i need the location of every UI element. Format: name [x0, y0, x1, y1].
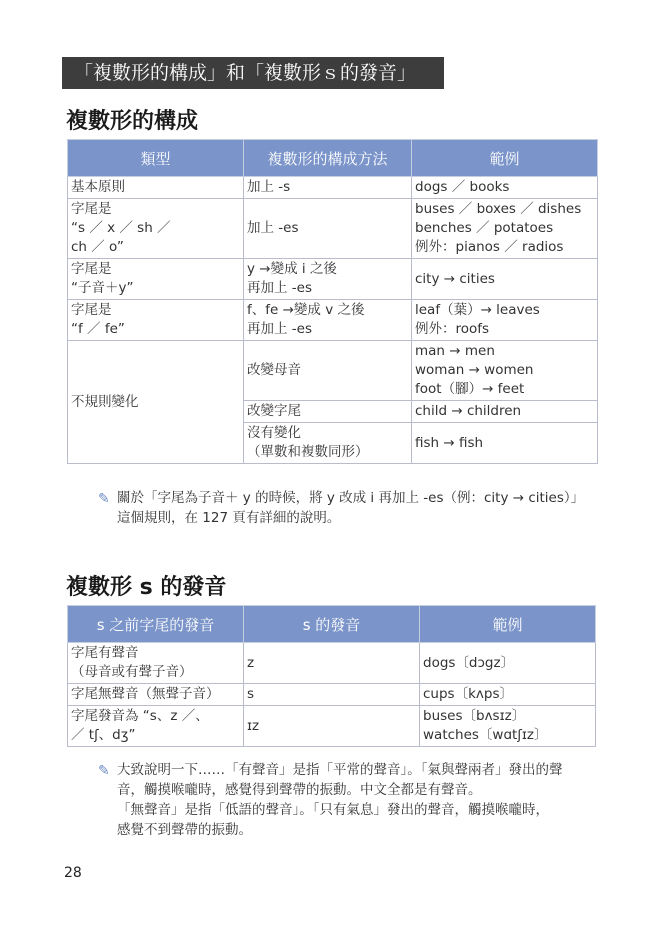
- column-header-method: 複數形的構成方法: [244, 140, 412, 177]
- example-cell: dogs〔dɔgz〕: [420, 643, 596, 684]
- type-cell: 字尾是 “f ／ fe”: [68, 300, 244, 341]
- example-cell: city → cities: [412, 259, 598, 300]
- example-cell: dogs ／ books: [412, 177, 598, 199]
- chapter-banner: 「複數形的構成」和「複數形ｓ的發音」: [62, 57, 444, 89]
- note-text: 關於「字尾為子音＋ y 的時候，將 y 改成 i 再加上 -es（例：city → cities）」 這個規則，在 127 頁有詳細的說明。: [117, 490, 585, 526]
- sound-cell: 字尾有聲音 （母音或有聲子音）: [68, 643, 244, 684]
- s-pronunciation-table: [67, 605, 596, 747]
- example-cell: leaf（葉）→ leaves 例外：roofs: [412, 300, 598, 341]
- type-cell: 字尾是 “s ／ x ／ sh ／ ch ／ o”: [68, 199, 244, 259]
- section-heading-s-pronunciation: 複數形 s 的發音: [66, 575, 227, 600]
- table-header-row: [68, 606, 596, 643]
- pencil-icon: ✎: [98, 763, 110, 779]
- table-row: [68, 300, 598, 341]
- table-row: [68, 706, 596, 747]
- example-cell: buses ／ boxes ／ dishes benches ／ potatoes 例外：pianos ／ radios: [412, 199, 598, 259]
- page-number: 28: [64, 865, 82, 881]
- method-cell: 加上 -es: [244, 199, 412, 259]
- table-row: [68, 199, 598, 259]
- pencil-icon: ✎: [98, 491, 110, 507]
- sound-cell: 字尾發音為 “s、z ／、 ／ tʃ、dʒ”: [68, 706, 244, 747]
- example-cell: cups〔kʌps〕: [420, 684, 596, 706]
- method-cell: 沒有變化 （單數和複數同形）: [244, 423, 412, 464]
- sound-cell: 字尾無聲音（無聲子音）: [68, 684, 244, 706]
- type-cell: 基本原則: [68, 177, 244, 199]
- method-cell: 加上 -s: [244, 177, 412, 199]
- column-header-s-sound: s 的發音: [244, 606, 420, 643]
- method-cell: f、fe →變成 v 之後 再加上 -es: [244, 300, 412, 341]
- section-heading-plural-formation: 複數形的構成: [66, 109, 199, 134]
- note-plural-rule: [98, 488, 598, 528]
- s-sound-cell: s: [244, 684, 420, 706]
- table-row: [68, 341, 598, 401]
- column-header-type: 類型: [68, 140, 244, 177]
- example-cell: fish → fish: [412, 423, 598, 464]
- table-header-row: [68, 140, 598, 177]
- method-cell: 改變母音: [244, 341, 412, 401]
- table-row: [68, 177, 598, 199]
- s-sound-cell: ɪz: [244, 706, 420, 747]
- plural-formation-table: [67, 139, 598, 464]
- type-cell: 不規則變化: [68, 341, 244, 464]
- method-cell: y →變成 i 之後 再加上 -es: [244, 259, 412, 300]
- column-header-example: 範例: [412, 140, 598, 177]
- type-cell: 字尾是 “子音＋y”: [68, 259, 244, 300]
- column-header-sound: s 之前字尾的發音: [68, 606, 244, 643]
- note-voiced-sounds: [98, 760, 598, 840]
- table-row: [68, 259, 598, 300]
- example-cell: child → children: [412, 401, 598, 423]
- table-row: [68, 643, 596, 684]
- table-row: [68, 684, 596, 706]
- example-cell: buses〔bʌsɪz〕 watches〔wɑtʃɪz〕: [420, 706, 596, 747]
- s-sound-cell: z: [244, 643, 420, 684]
- column-header-example: 範例: [420, 606, 596, 643]
- note-text: 大致說明一下……「有聲音」是指「平常的聲音」。「氣與聲兩者」發出的聲 音，觸摸喉嚨時，感覺得到聲帶的振動。中文全都是有聲音。 「無聲音」是指「低語的聲音」。「只有氣息」發出的聲音，觸摸喉嚨時， 感覺不到聲帶的振動。: [117, 762, 563, 838]
- example-cell: man → men woman → women foot（腳）→ feet: [412, 341, 598, 401]
- method-cell: 改變字尾: [244, 401, 412, 423]
